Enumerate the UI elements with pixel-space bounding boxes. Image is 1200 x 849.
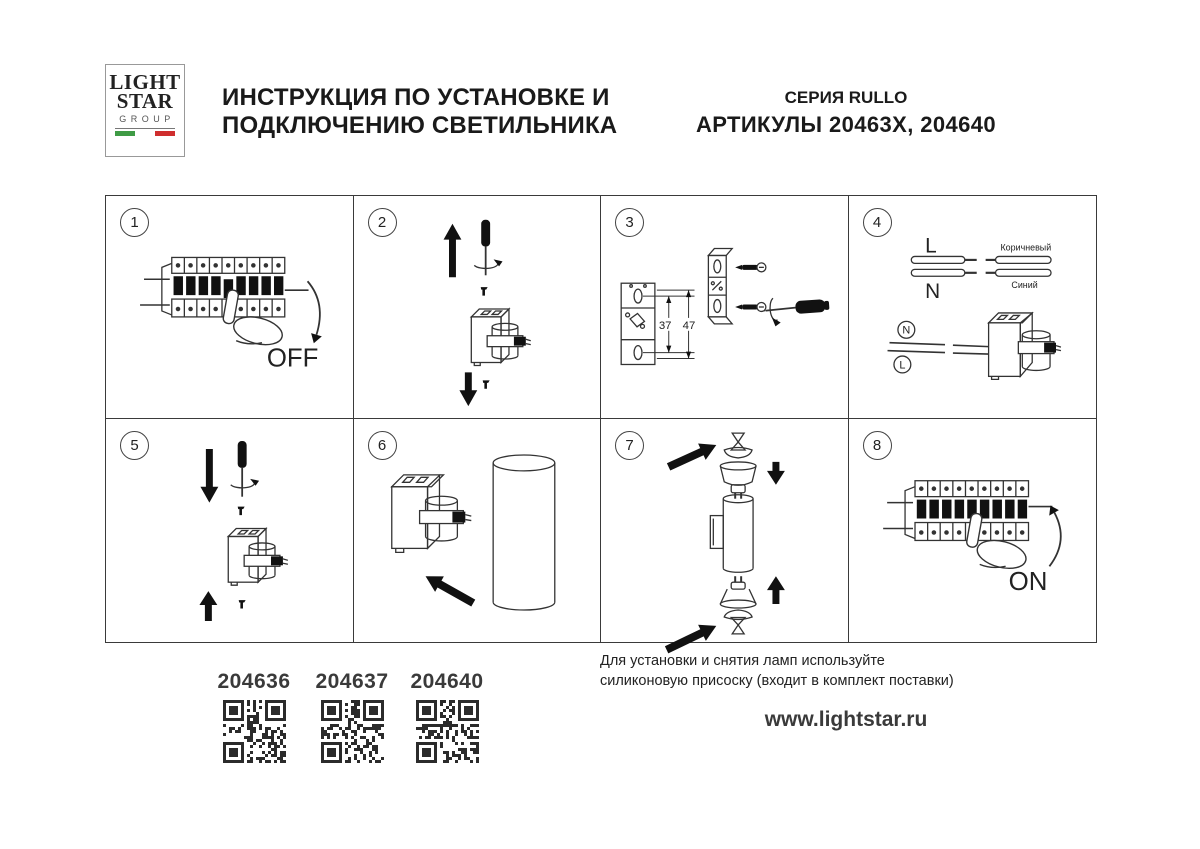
arrow-down-icon xyxy=(459,372,477,406)
step-number-badge: 6 xyxy=(368,431,397,460)
suction-cup-note xyxy=(600,651,954,691)
off-label: OFF xyxy=(266,344,319,373)
screwdriver-icon xyxy=(759,294,830,327)
arrow-diagonal-icon xyxy=(667,444,716,471)
wire-blue-label: Синий xyxy=(1010,280,1038,291)
qr-item-204636 xyxy=(204,670,304,763)
gu10-lamp-icon xyxy=(720,576,756,608)
screws-icon xyxy=(735,263,766,312)
panel-4-wiring xyxy=(849,196,1097,419)
italian-flag-stripe xyxy=(115,128,175,136)
pressing-hand-icon xyxy=(222,289,285,349)
arrow-up-icon xyxy=(767,576,785,604)
wire-brown-label: Коричневый xyxy=(1000,242,1051,253)
supply-wires xyxy=(887,343,988,354)
step-number-badge: 4 xyxy=(863,208,892,237)
panel-5-fasten-base xyxy=(106,419,354,642)
wall-lamp-base-drawing xyxy=(988,313,1060,379)
note-line2: силиконовую присоску (входит в комплект поставки) xyxy=(600,673,954,689)
qr-code-image xyxy=(321,700,384,763)
dim-47-label: 47 xyxy=(682,319,696,332)
screw-icon xyxy=(238,507,245,515)
z-bracket-drawing xyxy=(708,249,732,324)
screw-icon xyxy=(482,380,489,388)
arrow-up-icon xyxy=(199,591,217,621)
wire-n-label: N xyxy=(924,280,940,304)
panel-1-power-off xyxy=(106,196,354,419)
note-line1: Для установки и снятия ламп используйте xyxy=(600,653,885,669)
wall-lamp-base-drawing xyxy=(228,529,288,586)
dimension-lines xyxy=(643,290,697,358)
page-title-line2: ПОДКЛЮЧЕНИЮ СВЕТИЛЬНИКА xyxy=(222,112,618,139)
dim-37-label: 37 xyxy=(658,319,672,332)
panel-7-insert-lamps xyxy=(601,419,849,642)
step-number-badge: 8 xyxy=(863,431,892,460)
article-numbers: АРТИКУЛЫ 20463Х, 204640 xyxy=(695,112,997,137)
panel-2-unscrew-base xyxy=(354,196,602,419)
qr-item-204637 xyxy=(302,670,402,763)
arrow-up-icon xyxy=(443,224,461,278)
cylinder-shade-drawing xyxy=(493,455,555,610)
suction-cup-icon xyxy=(724,610,752,634)
logo-word-star: STAR xyxy=(116,89,174,113)
arrow-down-icon xyxy=(767,462,785,485)
qr-code-image xyxy=(223,700,286,763)
logo-word-group: GROUP xyxy=(119,114,175,124)
on-label: ON xyxy=(1008,568,1047,597)
lamp-body-drawing xyxy=(710,495,753,573)
breaker-panel-drawing xyxy=(140,257,308,316)
screwdriver-icon xyxy=(474,220,502,275)
series-name: СЕРИЯ RULLO xyxy=(784,88,908,107)
panel-8-power-on xyxy=(849,419,1097,642)
terminal-letters xyxy=(893,321,914,373)
step-number-badge: 5 xyxy=(120,431,149,460)
step-number-badge: 2 xyxy=(368,208,397,237)
terminal-l-label: L xyxy=(898,359,905,372)
website-url: www.lightstar.ru xyxy=(764,708,928,731)
terminal-n-label: N xyxy=(901,324,910,337)
arrow-diagonal-icon xyxy=(665,625,716,654)
instruction-steps-grid xyxy=(105,195,1097,643)
page-title-line1: ИНСТРУКЦИЯ ПО УСТАНОВКЕ И xyxy=(222,84,610,111)
wall-lamp-base-drawing xyxy=(391,475,471,553)
arrow-down-icon xyxy=(200,449,218,503)
wire-pair-drawing xyxy=(911,234,1051,303)
arrow-curved-up-icon xyxy=(1049,506,1061,567)
series-block xyxy=(680,88,1012,138)
panel-6-attach-shade xyxy=(354,419,602,642)
qr-article-number: 204640 xyxy=(410,670,484,693)
wire-l-label: L xyxy=(924,234,937,258)
step-number-badge: 7 xyxy=(615,431,644,460)
qr-code-image xyxy=(416,700,479,763)
lightstar-logo xyxy=(105,64,185,157)
screw-icon xyxy=(239,600,246,608)
gu10-lamp-icon xyxy=(720,462,756,499)
page-title xyxy=(222,84,617,140)
breaker-panel-drawing xyxy=(883,481,1052,541)
logo-word-light: LIGHT xyxy=(109,70,181,94)
screwdriver-icon xyxy=(231,441,259,497)
qr-article-number: 204636 xyxy=(217,670,291,693)
panel-3-mount-bracket xyxy=(601,196,849,419)
pressing-hand-icon xyxy=(965,513,1028,573)
arrow-curved-down-icon xyxy=(308,281,322,343)
qr-article-number: 204637 xyxy=(315,670,389,693)
qr-item-204640 xyxy=(397,670,497,763)
step-number-badge: 1 xyxy=(120,208,149,237)
wall-lamp-base-drawing xyxy=(471,309,530,365)
suction-cup-icon xyxy=(724,433,752,458)
step-number-badge: 3 xyxy=(615,208,644,237)
screw-icon xyxy=(480,287,487,295)
arrow-diagonal-icon xyxy=(425,576,475,606)
